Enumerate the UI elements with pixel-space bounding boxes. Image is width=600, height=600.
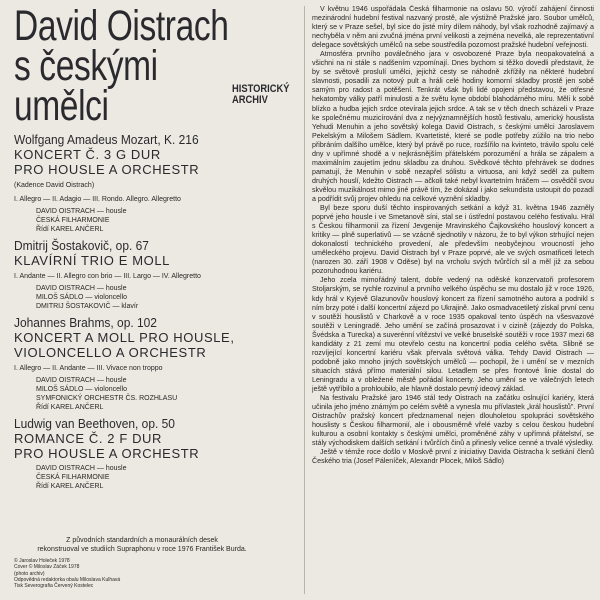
work-performer: DAVID OISTRACH — housle	[36, 208, 127, 215]
work-movements: I. Allegro — II. Adagio — III. Rondo. Allegro. Allegretto	[14, 196, 181, 203]
work-title-line: KONCERT Č. 3 G DUR	[14, 147, 161, 162]
work-note: (Kadence David Oistrach)	[14, 182, 95, 189]
series-badge	[232, 84, 289, 106]
liner-paragraph: Jeho zcela mimořádný talent, dobře vedený na oděské konzervatoři profesorem Stoljarským, se rychle rozvinul a prvního velkého úspěchu se mu dostalo již v roce 1926, kdy hrál v Kyjevě Glazunovův houslový koncert za řízení samotného autora a podnikl s ním brzy poté i další koncertní zájezd po Ukrajině. Jako osmadvacetiletý získal první cenu v soutěži houslistů v Charkově a v roce 1935 opakoval tento úspěch na všesvazové soutěži v Leningradě. Jeho umění se začíná prosazovat i v cizině (zájezdy do Polska, Švédska a Turecka) a suverénní vítězství ve velké bruselské soutěži v roce 1937 mezi 68 kandidáty z 21 zemí mu otevřelo cestu na koncertní podia celého světa. Slibně se rozvíjející koncertní kariéru však přervala světová válka. Tehdy David Oistrach — podobně jako mnoho jiných sovětských umělců — pochopil, že i umění se v mezních situacích stává přímo materiální silou. Letadlem se přes frontové linie dostal do Leningradu a v obležené městě pořádal koncerty. Jeho umění se ve válečných letech ještě vytříbilo a prohloubilo, ale hlavně dostalo pevný ideový základ.	[312, 276, 594, 393]
work-composer: Ludwig van Beethoven, op. 50	[14, 416, 175, 431]
series-badge-line-1: HISTORICKÝ	[232, 83, 290, 95]
work-performer: DAVID OISTRACH — housle	[36, 465, 127, 472]
sleeve-footer	[14, 536, 284, 589]
work-title-line: ROMANCE Č. 2 F DUR	[14, 431, 163, 446]
credit-line: Cover © Miloslav Záček 1978	[14, 564, 80, 571]
work-composer: Wolfgang Amadeus Mozart, K. 216	[14, 132, 199, 147]
work-performer: DAVID OISTRACH — housle	[36, 377, 127, 384]
work-performer: SYMFONICKÝ ORCHESTR ČS. ROZHLASU	[36, 395, 178, 402]
liner-notes	[312, 5, 594, 597]
work-title-line: VIOLONCELLO A ORCHESTR	[14, 345, 207, 360]
credit-line: © Jaroslav Holeček 1978	[14, 558, 70, 564]
column-divider	[304, 6, 305, 594]
credit-line: (photo archiv)	[14, 570, 45, 577]
work-title-line: PRO HOUSLE A ORCHESTR	[14, 446, 200, 461]
recording-note-line-2: rekonstruoval ve studiích Supraphonu v roce 1976 František Burda.	[37, 546, 247, 553]
work-composer: Johannes Brahms, op. 102	[14, 315, 157, 330]
credits	[14, 558, 284, 589]
recording-note-line-1: Z původních standardních a monaurálních desek	[66, 537, 218, 544]
work-brahms	[14, 315, 302, 412]
work-performer: Řídí KAREL ANČERL	[36, 404, 104, 411]
album-title-line-3: umělci	[14, 82, 109, 130]
liner-paragraph: Ještě v témže roce došlo v Moskvě první z iniciativy Davida Oistracha k setkání členů Českého tria (Josef Páleníček, Alexandr Plocek, Miloš Sádlo)	[312, 448, 594, 466]
series-badge-line-2: ARCHIV	[232, 94, 268, 106]
credit-line: Odpovědná redaktorka obalu Miloslava Kulhavá	[14, 576, 121, 583]
work-performer: DAVID OISTRACH — housle	[36, 285, 127, 292]
album-title-line-2: s českými	[14, 42, 158, 90]
album-title-line-1: David Oistrach	[14, 2, 229, 50]
work-title-line: PRO HOUSLE A ORCHESTR	[14, 162, 200, 177]
work-beethoven	[14, 416, 302, 491]
work-title-line: KONCERT A MOLL PRO HOUSLE,	[14, 330, 235, 345]
recording-note	[14, 536, 264, 554]
album-title	[14, 2, 240, 130]
work-performer: Řídí KAREL ANČERL	[36, 483, 104, 490]
work-composer: Dmitrij Šostakovič, op. 67	[14, 238, 149, 253]
liner-paragraph: V květnu 1946 uspořádala Česká filharmonie na oslavu 50. výročí zahájení činnosti mezinárodní hudební festival nazvaný prostě, ale výstižně Pražské jaro. Soubor umělců, který se v Praze sešel, byl sice do jisté míry dílem náhody, byl však rozhodně zajímavý a nechyběla v něm ani zvučná jména první velikosti a zejména nevelká, ale reprezentativní delegace sovětských umělců na sebe soustředila pozornost pražské hudební veřejnosti.	[312, 5, 594, 50]
liner-paragraph: Na festivalu Pražské jaro 1946 stál tedy Oistrach na začátku oslnující kariéry, která učinila jeho jméno známým po celém světě a vynesla mu přívlastek „král houslistů". První Oistrachův pražský koncert předznamenal nejen dlouholetou spolupráci sovětského houslisty s Českou filharmonií, ale i obousměrně vřelé vazby s celou českou hudební kulturou a osobní kontakty s českými umělci, proměněné záhy v upřímná přátelství, se stály východiskem dalších setkání i tvůrčích činů a přinesly velice cenné a trvalé výsledky.	[312, 394, 594, 448]
liner-paragraph: Atmosféra prvního poválečného jara v osvobozené Praze byla neopakovatelná a všichni na ni stále s nadšením vzpomínají. Dnes bychom si těžko dovedli představit, že by se světově proslulí umělci, jejichž cesty se náhodně zkřížily na některé hudební slavnosti, posadili za notový pult a hráli celé hodiny komorní skladby prostě jen sobě samým pro radost a potěšení. Tenkrát však byli lidé opojeni představou, že otřesné hekatomby války patří minulosti a že světu kyne období blahodárného míru. Měli k sobě blízko a hudba jejich srdce otevírala jejich srdce. A tak se v těch dnech scházeli v Praze ke společnému muzicírování dva z nejvýznamnějších hostů festivalu, americký houslista Yehudi Menuhin a jeho sovětský kolega David Oistrach, s českými umělci Jaroslavem Pekelským a Milošem Sádlem. Kvartetisté, které se podle potřeby zúžilo na trio nebo přibráním dalšího umělce, který byl právě po ruce, rozšířilo na kvinteto, trávilo spolu celé dny v upřímné shodě a v nejkrásnějším přátelském porozumění a hrála se zápalem a maximálním zaujetím jednu skladbu za druhou. Svědkové těchto přehrávek se dodnes pamatují, že Menuhin v sobě nezapřel sólistu a virtuosa, ani když seděl za pultem druhých houslí, kdežto Oistrach — ačkoli také nebyl kvartetním hráčem — osvědčil svou skvělou muzikálnost mimo jiné právě tím, že dokázal i jako sekundista ustoupit do pozadí a podřídit svůj projev ohledu na celkové vyznění skladby.	[312, 50, 594, 203]
work-movements: I. Allegro — II. Andante — III. Vivace non troppo	[14, 365, 163, 372]
work-shostakovich	[14, 238, 302, 311]
work-performer: MILOŠ SÁDLO — violoncello	[36, 386, 128, 393]
work-performer: DMITRIJ ŠOSTAKOVIČ — klavír	[36, 303, 139, 310]
liner-paragraph: Byl beze sporu duší těchto inspirovaných setkání a když 31. května 1946 zazněly poprvé jeho housle i ve Smetanově síni, stal se i ústřední postavou celého festivalu. Hrál s Českou filharmonií za řízení Jevgenije Mravinského Čajkovského houslový koncert a kritiky — plně superlativů — se vzácně sjednotily v názoru, že to byl výkon strhující nejen dokonalostí technického provedení, ale především neobyčejnou vroucností jeho uměleckého projevu. David Oistrach byl v Praze poprvé, ale ve svých osmatřiceti letech (narozen 30. září 1908 v Oděse) byl na vrcholu svých tvůrčích sil a měl již za sebou pozoruhodnou kariéru.	[312, 204, 594, 276]
work-performer: ČESKÁ FILHARMONIE	[36, 474, 110, 481]
work-performer: MILOŠ SÁDLO — violoncello	[36, 294, 128, 301]
work-performer: Řídí KAREL ANČERL	[36, 226, 104, 233]
work-movements: I. Andante — II. Allegro con brio — III. Largo — IV. Allegretto	[14, 273, 201, 280]
credit-line: Tisk Severografia Červený Kostelec	[14, 583, 94, 590]
work-title-line: KLAVÍRNÍ TRIO E MOLL	[14, 253, 171, 268]
work-performer: ČESKÁ FILHARMONIE	[36, 217, 110, 224]
work-mozart	[14, 132, 302, 234]
track-listing	[14, 132, 302, 495]
